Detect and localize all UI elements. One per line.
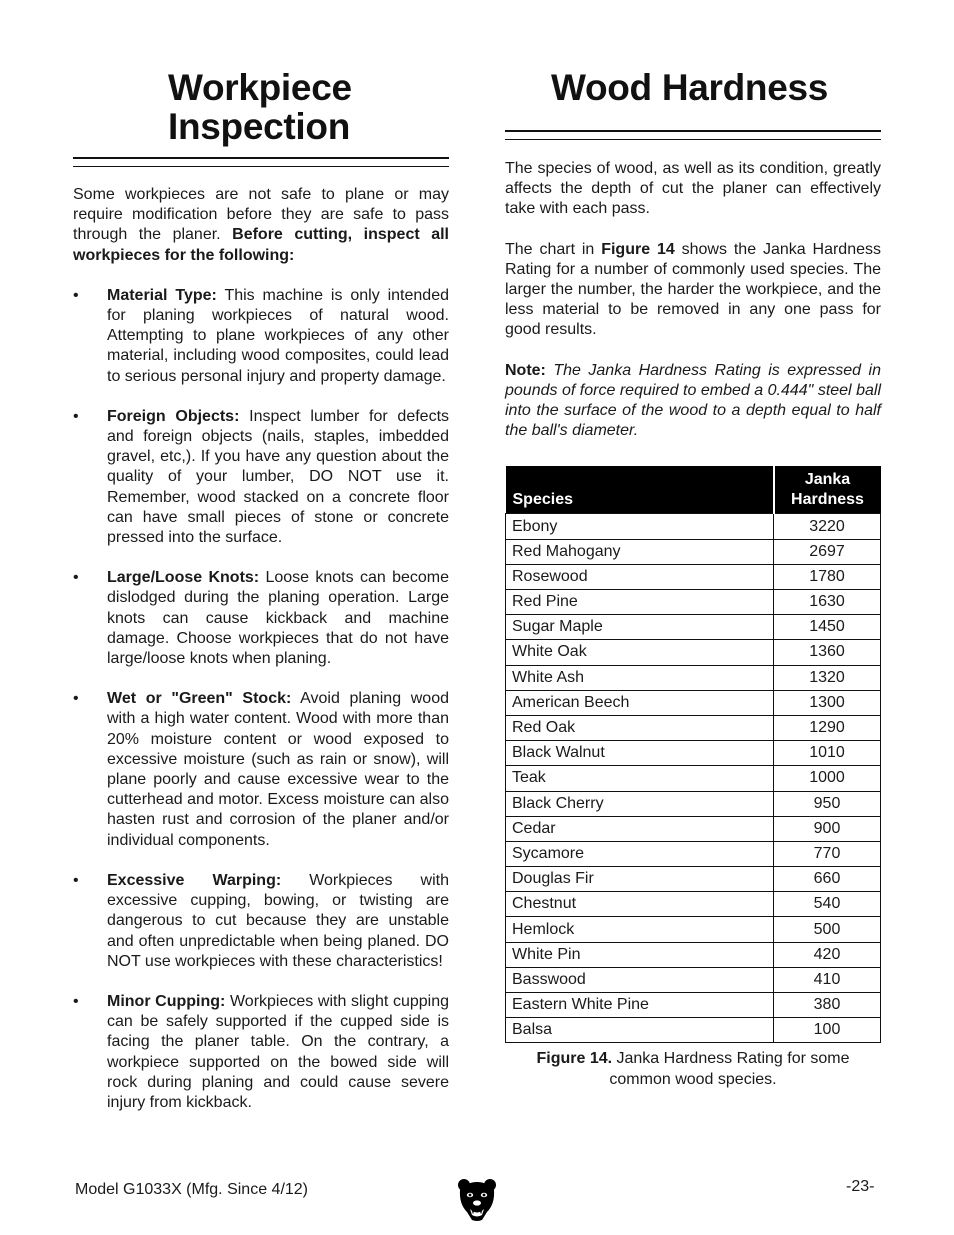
table-row [506,665,881,690]
bullet-icon: • [73,871,79,889]
hardness-cell: 1290 [774,715,881,740]
intro-paragraph: Some workpieces are not safe to plane or may require modification before they are safe to pass through the planer. Before cutting, inspect all workpieces for the following: [73,186,449,264]
hardness-cell: 1000 [774,766,881,791]
hardness-cell: 1450 [774,615,881,640]
table-row [506,867,881,892]
table-row [506,816,881,841]
table-row [506,715,881,740]
bullet-icon: • [73,407,79,425]
table-row [506,791,881,816]
species-cell: White Oak [506,640,774,665]
header-janka-hardness: Janka Hardness [774,466,881,514]
species-cell: American Beech [506,690,774,715]
species-cell: Douglas Fir [506,867,774,892]
table-row [506,514,881,539]
janka-hardness-table [505,466,881,1043]
species-cell: White Pin [506,942,774,967]
section-title-workpiece-inspection [73,68,449,146]
table-row [506,993,881,1018]
hardness-cell: 3220 [774,514,881,539]
table-row [506,892,881,917]
table-row [506,967,881,992]
hardness-cell: 1320 [774,665,881,690]
bullet-icon: • [73,569,79,587]
left-column [73,68,449,1113]
list-item: • Minor Cupping: Workpieces with slight cupping can be safely supported if the cupped side is facing the planer table. On the contrary, a workpiece supported on the bowed side will rock during planing and could cause severe injury from kickback. [73,992,450,1111]
note-paragraph: Note: The Janka Hardness Rating is expressed in pounds of force required to embed a 0.444" steel ball into the surface of the wood to a depth equal to half the ball's diameter. [505,361,881,440]
species-cell: Black Cherry [506,791,774,816]
hardness-cell: 410 [774,967,881,992]
hardness-cell: 1780 [774,564,881,589]
table-row [506,615,881,640]
species-cell: Chestnut [506,892,774,917]
footer-model: Model G1033X (Mfg. Since 4/12) [75,1181,309,1198]
hardness-cell: 1630 [774,590,881,615]
species-cell: Teak [506,766,774,791]
table-row [506,841,881,866]
species-cell: Eastern White Pine [506,993,774,1018]
title-rule [505,130,881,142]
hardness-cell: 540 [774,892,881,917]
paragraph-species: The species of wood, as well as its condition, greatly affects the depth of cut the planer can effectively take with each pass. [505,160,881,218]
bullet-icon: • [73,286,79,304]
table-row [506,741,881,766]
footer-page-number: -23- [846,1178,875,1195]
hardness-cell: 660 [774,867,881,892]
species-cell: Basswood [506,967,774,992]
hardness-cell: 1300 [774,690,881,715]
title-line-1: Workpiece [168,67,352,108]
species-cell: Red Oak [506,715,774,740]
list-item: • Excessive Warping: Workpieces with excessive cupping, bowing, or twisting are dangerous to cut because they are unstable and often unpredictable when being planed. DO NOT use workpieces with these characteristics! [73,871,449,970]
table-header-row [506,466,881,514]
hardness-cell: 420 [774,942,881,967]
hardness-cell: 2697 [774,539,881,564]
table-row [506,640,881,665]
hardness-cell: 100 [774,1018,881,1043]
list-item: • Foreign Objects: Inspect lumber for defects and foreign objects (nails, staples, imbedded gravel, etc,). If you have any question about the quality of your lumber, DO NOT use it. Remember, wood stacked on a concrete floor can have small pieces of stone or concrete pressed into the surface. [73,407,450,547]
list-item: • Wet or "Green" Stock: Avoid planing wood with a high water content. Wood with more than 20% moisture content or wood exposed to excessive moisture (such as rain or snow), will plane poorly and cause excessive wear to the cutterhead and motor. Excess moisture can also hasten rust and corrosion of the planer and/or individual components. [73,690,449,849]
species-cell: Rosewood [506,564,774,589]
table-row [506,917,881,942]
species-cell: Red Mahogany [506,539,774,564]
species-cell: Sugar Maple [506,615,774,640]
bullet-icon: • [73,690,79,708]
table-row [506,942,881,967]
bullet-icon: • [73,992,79,1010]
hardness-cell: 1010 [774,741,881,766]
species-cell: Hemlock [506,917,774,942]
figure-caption: Figure 14. Janka Hardness Rating for some common wood species. [536,1050,850,1088]
table-row [506,539,881,564]
hardness-cell: 950 [774,791,881,816]
list-item: • Large/Loose Knots: Loose knots can become dislodged during the planing operation. Large knots can cause kickback and machine damage. Choose workpieces that do not have large/loose knots when planing. [73,569,449,668]
species-cell: White Ash [506,665,774,690]
table-row [506,766,881,791]
right-column [505,68,881,1090]
hardness-cell: 380 [774,993,881,1018]
paragraph-chart: The chart in Figure 14 shows the Janka Hardness Rating for a number of commonly used species. The larger the number, the harder the workpiece, and the less material to be removed in any one pass for good results. [505,240,881,339]
list-item: • Material Type: This machine is only intended for planing workpieces of natural wood. Attempting to plane workpieces of any other material, including wood composites, could lead to serious personal injury and property damage. [73,286,449,385]
species-cell: Sycamore [506,841,774,866]
bear-logo-icon [457,1178,497,1222]
inspection-list [73,266,449,1113]
species-cell: Balsa [506,1018,774,1043]
hardness-cell: 500 [774,917,881,942]
header-species: Species [506,466,774,514]
species-cell: Ebony [506,514,774,539]
species-cell: Cedar [506,816,774,841]
table-row [506,564,881,589]
table-row [506,690,881,715]
hardness-cell: 900 [774,816,881,841]
hardness-cell: 770 [774,841,881,866]
species-cell: Red Pine [506,590,774,615]
section-title-wood-hardness: Wood Hardness [551,67,829,108]
species-cell: Black Walnut [506,741,774,766]
table-row [506,590,881,615]
hardness-cell: 1360 [774,640,881,665]
table-row [506,1018,881,1043]
title-rule [73,157,449,169]
title-line-2: Inspection [168,106,351,147]
